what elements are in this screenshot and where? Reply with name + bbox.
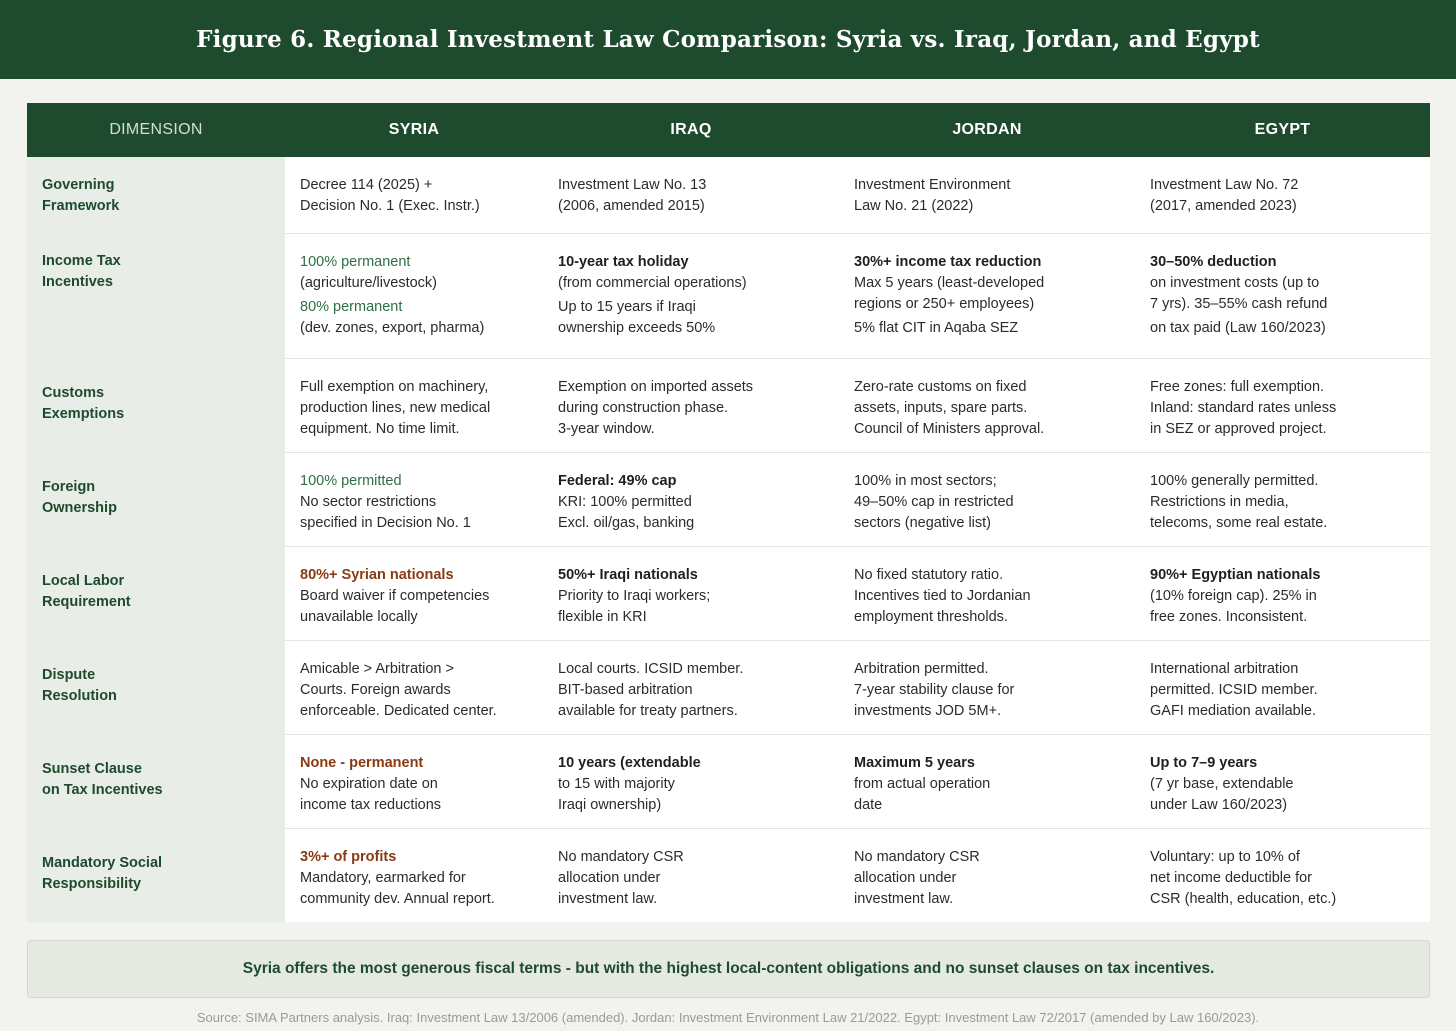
comparison-table-container xyxy=(27,103,1430,922)
key-takeaway-note xyxy=(27,940,1430,998)
cell-line: assets, inputs, spare parts. xyxy=(854,399,1028,416)
dimension-line: Requirement xyxy=(42,594,131,610)
cell-line: unavailable locally xyxy=(300,608,418,625)
cell-line: Arbitration permitted. xyxy=(854,660,989,677)
iraq-cell xyxy=(543,452,839,546)
egypt-cell xyxy=(1135,157,1430,233)
cell-line: from actual operation xyxy=(854,775,991,792)
egypt-cell xyxy=(1135,828,1430,922)
syria-cell xyxy=(285,157,543,233)
cell-line: Iraqi ownership) xyxy=(558,796,662,813)
header-jordan: JORDAN xyxy=(839,103,1135,157)
bold-lead: 30%+ income tax reduction xyxy=(854,253,1042,270)
bold-lead: 10-year tax holiday xyxy=(558,253,689,270)
bold-lead: 30–50% deduction xyxy=(1150,253,1277,270)
bold-lead: 50%+ Iraqi nationals xyxy=(558,566,698,583)
highlight-positive: 100% permanent xyxy=(300,253,411,270)
cell-line: employment thresholds. xyxy=(854,608,1008,625)
syria-cell xyxy=(285,452,543,546)
egypt-cell xyxy=(1135,640,1430,734)
dimension-line: Dispute xyxy=(42,667,96,683)
iraq-cell xyxy=(543,233,839,358)
dimension-cell xyxy=(27,546,285,640)
cell-line: Priority to Iraqi workers; xyxy=(558,587,711,604)
dimension-cell xyxy=(27,828,285,922)
cell-line: Max 5 years (least-developed xyxy=(854,274,1045,291)
comparison-table xyxy=(27,103,1430,922)
dimension-line: on Tax Incentives xyxy=(42,782,163,798)
figure-title-bar xyxy=(0,0,1456,79)
cell-line: International arbitration xyxy=(1150,660,1299,677)
syria-cell xyxy=(285,546,543,640)
cell-line: free zones. Inconsistent. xyxy=(1150,608,1308,625)
cell-line: 100% in most sectors; xyxy=(854,472,997,489)
egypt-cell xyxy=(1135,233,1430,358)
jordan-cell xyxy=(839,157,1135,233)
source-citation: Source: SIMA Partners analysis. Iraq: Investment Law 13/2006 (amended). Jordan: Investment Environment Law 21/2022. Egypt: Investment Law 72/2017 (amended by Law 160/2023). xyxy=(196,1010,1260,1025)
cell-line: (from commercial operations) xyxy=(558,274,747,291)
cell-line: specified in Decision No. 1 xyxy=(300,514,471,531)
dimension-cell xyxy=(27,233,285,358)
cell-line: (7 yr base, extendable xyxy=(1150,775,1294,792)
header-syria: SYRIA xyxy=(285,103,543,157)
cell-line: Voluntary: up to 10% of xyxy=(1150,848,1300,865)
cell-line: (2006, amended 2015) xyxy=(558,198,705,214)
syria-cell xyxy=(285,640,543,734)
highlight-positive: 100% permitted xyxy=(300,472,402,489)
egypt-cell xyxy=(1135,358,1430,452)
syria-cell xyxy=(285,828,543,922)
cell-line: KRI: 100% permitted xyxy=(558,493,692,510)
jordan-cell xyxy=(839,233,1135,358)
cell-line: Full exemption on machinery, xyxy=(300,378,489,395)
cell-line: allocation under xyxy=(854,869,957,886)
cell-line: date xyxy=(854,796,883,813)
iraq-cell xyxy=(543,546,839,640)
cell-line: equipment. No time limit. xyxy=(300,420,460,437)
cell-line: Decision No. 1 (Exec. Instr.) xyxy=(300,198,480,214)
jordan-cell xyxy=(839,828,1135,922)
row-income-tax-incentives xyxy=(27,233,1430,358)
dimension-line: Incentives xyxy=(42,274,113,290)
cell-line: No fixed statutory ratio. xyxy=(854,566,1004,583)
cell-line: on investment costs (up to xyxy=(1150,274,1320,291)
cell-line: investment law. xyxy=(558,890,658,907)
cell-line: Council of Ministers approval. xyxy=(854,420,1045,437)
egypt-cell xyxy=(1135,546,1430,640)
cell-line: No mandatory CSR xyxy=(854,848,980,865)
dimension-line: Exemptions xyxy=(42,406,125,422)
cell-line: Courts. Foreign awards xyxy=(300,681,451,698)
cell-line: income tax reductions xyxy=(300,796,442,813)
bold-lead: Maximum 5 years xyxy=(854,754,975,771)
cell-line: investments JOD 5M+. xyxy=(854,702,1002,719)
cell-line: GAFI mediation available. xyxy=(1150,702,1317,719)
syria-cell xyxy=(285,233,543,358)
dimension-cell xyxy=(27,640,285,734)
dimension-line: Framework xyxy=(42,198,120,214)
cell-line: allocation under xyxy=(558,869,661,886)
iraq-cell xyxy=(543,734,839,828)
highlight-warning: 3%+ of profits xyxy=(300,848,397,865)
dimension-line: Customs xyxy=(42,385,105,401)
cell-line: 3-year window. xyxy=(558,420,655,437)
cell-line: Zero-rate customs on fixed xyxy=(854,378,1027,395)
row-governing-framework xyxy=(27,157,1430,233)
cell-line: net income deductible for xyxy=(1150,869,1313,886)
jordan-cell xyxy=(839,734,1135,828)
cell-line: under Law 160/2023) xyxy=(1150,796,1288,813)
cell-line: Investment Environment xyxy=(854,177,1011,193)
dimension-line: Local Labor xyxy=(42,573,125,589)
highlight-positive: 80% permanent xyxy=(300,298,403,315)
header-row xyxy=(27,103,1430,157)
cell-line: No expiration date on xyxy=(300,775,438,792)
dimension-line: Foreign xyxy=(42,479,96,495)
dimension-line: Mandatory Social xyxy=(42,855,163,871)
jordan-cell xyxy=(839,358,1135,452)
jordan-cell xyxy=(839,546,1135,640)
iraq-cell xyxy=(543,358,839,452)
highlight-warning: 80%+ Syrian nationals xyxy=(300,566,454,583)
cell-line: CSR (health, education, etc.) xyxy=(1150,890,1337,907)
cell-line: Board waiver if competencies xyxy=(300,587,490,604)
highlight-warning: None - permanent xyxy=(300,754,424,771)
cell-line: 49–50% cap in restricted xyxy=(854,493,1014,510)
dimension-line: Governing xyxy=(42,177,115,193)
cell-line: BIT-based arbitration xyxy=(558,681,693,698)
cell-line: Inland: standard rates unless xyxy=(1150,399,1337,416)
cell-line: Up to 15 years if Iraqi xyxy=(558,298,696,315)
cell-line: (10% foreign cap). 25% in xyxy=(1150,587,1317,604)
row-foreign-ownership xyxy=(27,452,1430,546)
cell-line: Incentives tied to Jordanian xyxy=(854,587,1031,604)
syria-cell xyxy=(285,734,543,828)
bold-lead: 90%+ Egyptian nationals xyxy=(1150,566,1321,583)
cell-line: regions or 250+ employees) xyxy=(854,295,1035,312)
cell-line: No mandatory CSR xyxy=(558,848,684,865)
cell-line: 7 yrs). 35–55% cash refund xyxy=(1150,295,1328,312)
cell-line: Investment Law No. 72 xyxy=(1150,177,1299,193)
header-iraq: IRAQ xyxy=(543,103,839,157)
bold-lead: 10 years (extendable xyxy=(558,754,701,771)
cell-line: Restrictions in media, xyxy=(1150,493,1289,510)
dimension-cell xyxy=(27,452,285,546)
cell-line: production lines, new medical xyxy=(300,399,491,416)
jordan-cell xyxy=(839,452,1135,546)
cell-line: (agriculture/livestock) xyxy=(300,274,437,291)
cell-line: 100% generally permitted. xyxy=(1150,472,1319,489)
dimension-cell xyxy=(27,734,285,828)
cell-line: No sector restrictions xyxy=(300,493,437,510)
egypt-cell xyxy=(1135,452,1430,546)
bold-lead: Federal: 49% cap xyxy=(558,472,677,489)
cell-line: during construction phase. xyxy=(558,399,729,416)
header-dimension: DIMENSION xyxy=(27,103,285,157)
row-customs-exemptions xyxy=(27,358,1430,452)
figure-title: Figure 6. Regional Investment Law Comparison: Syria vs. Iraq, Jordan, and Egypt xyxy=(196,26,1260,53)
row-dispute-resolution xyxy=(27,640,1430,734)
iraq-cell xyxy=(543,157,839,233)
cell-line: ownership exceeds 50% xyxy=(558,319,716,336)
cell-line: sectors (negative list) xyxy=(854,514,991,531)
cell-line: Local courts. ICSID member. xyxy=(558,660,744,677)
bold-lead: Up to 7–9 years xyxy=(1150,754,1258,771)
key-takeaway-text: Syria offers the most generous fiscal terms - but with the highest local-content obligations and no sunset clauses on tax incentives. xyxy=(242,960,1215,977)
dimension-line: Sunset Clause xyxy=(42,761,142,777)
cell-line: Amicable > Arbitration > xyxy=(300,660,454,677)
cell-line: 7-year stability clause for xyxy=(854,681,1015,698)
cell-line: Decree 114 (2025) + xyxy=(300,177,433,193)
row-mandatory-social-responsibility xyxy=(27,828,1430,922)
cell-line: Mandatory, earmarked for xyxy=(300,869,466,886)
cell-line: 5% flat CIT in Aqaba SEZ xyxy=(854,319,1019,336)
row-local-labor-requirement xyxy=(27,546,1430,640)
cell-line: permitted. ICSID member. xyxy=(1150,681,1318,698)
cell-line: investment law. xyxy=(854,890,954,907)
cell-line: in SEZ or approved project. xyxy=(1150,420,1327,437)
jordan-cell xyxy=(839,640,1135,734)
cell-line: (2017, amended 2023) xyxy=(1150,198,1297,214)
cell-line: community dev. Annual report. xyxy=(300,890,495,907)
cell-line: Law No. 21 (2022) xyxy=(854,198,974,214)
cell-line: Excl. oil/gas, banking xyxy=(558,514,695,531)
cell-line: telecoms, some real estate. xyxy=(1150,514,1328,531)
syria-cell xyxy=(285,358,543,452)
dimension-cell xyxy=(27,157,285,233)
dimension-line: Income Tax xyxy=(42,253,121,269)
cell-line: enforceable. Dedicated center. xyxy=(300,702,497,719)
cell-line: Free zones: full exemption. xyxy=(1150,378,1325,395)
dimension-cell xyxy=(27,358,285,452)
cell-line: on tax paid (Law 160/2023) xyxy=(1150,319,1326,336)
cell-line: Investment Law No. 13 xyxy=(558,177,707,193)
cell-line: flexible in KRI xyxy=(558,608,647,625)
cell-line: Exemption on imported assets xyxy=(558,378,754,395)
cell-line: (dev. zones, export, pharma) xyxy=(300,319,485,336)
cell-line: to 15 with majority xyxy=(558,775,675,792)
dimension-line: Resolution xyxy=(42,688,117,704)
cell-line: available for treaty partners. xyxy=(558,702,738,719)
iraq-cell xyxy=(543,640,839,734)
egypt-cell xyxy=(1135,734,1430,828)
dimension-line: Ownership xyxy=(42,500,117,516)
dimension-line: Responsibility xyxy=(42,876,142,892)
iraq-cell xyxy=(543,828,839,922)
header-egypt: EGYPT xyxy=(1135,103,1430,157)
row-sunset-clause xyxy=(27,734,1430,828)
